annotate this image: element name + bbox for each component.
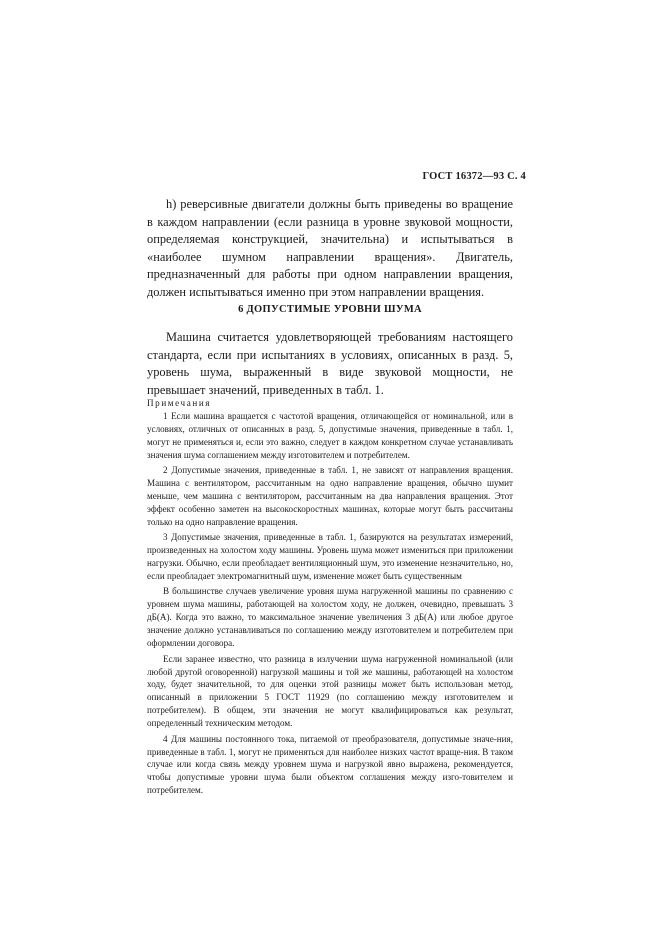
note-paragraph: 1 Если машина вращается с частотой вращения, отличающейся от номинальной, или в условиях, отличных от описанных в разд. 5, допустимые значения, приведенные в табл. 1, могут не применяться и, если это важно, следует в каждом конкретном случае устанавливать значения шума соглашением между изготовителем и потребителем. bbox=[147, 410, 513, 460]
notes-heading: Примечания bbox=[147, 398, 212, 408]
note-paragraph: В большинстве случаев увеличение уровня шума нагруженной машины по сравнению с уровнем шума машины, работающей на холостом ходу, не должен, очевидно, превышать 3 дБ(А). Когда это важно, то максимальное значение увеличения 3 дБ(А) или любое другое значение должно устанавливаться по соглашению между изготовителем и потребителем при оформлении договора. bbox=[147, 586, 513, 649]
page-header: ГОСТ 16372—93 С. 4 bbox=[422, 171, 526, 182]
notes-block bbox=[147, 397, 513, 800]
section-main-paragraph: Машина считается удовлетворяющей требованиям настоящего стандарта, если при испытаниях в условиях, описанных в разд. 5, уровень шума, выраженный в виде звуковой мощности, не превышает значений, приведенных в табл. 1. bbox=[147, 330, 513, 397]
section-title: 6 ДОПУСТИМЫЕ УРОВНИ ШУМА bbox=[238, 304, 422, 315]
note-paragraph: 3 Допустимые значения, приведенные в табл. 1, базируются на результатах измерений, произведенных на холостом ходу машины. Уровень шума может измениться при приложении нагрузки. Обычно, если преобладает вентиляционный шум, это изменение незначительно, но, если преобладает электромагнитный шум, изменение может быть существенным bbox=[147, 532, 513, 581]
intro-paragraph: h) реверсивные двигатели должны быть приведены во вращение в каждом направлении (если разница в уровне звуковой мощности, определяемая конструкцией, значительна) и испытываться в «наиболее шумном направлении вращения». Двигатель, предназначенный для работы при одном направлении вращения, должен испытываться именно при этом направлении вращения. bbox=[147, 197, 513, 299]
note-paragraph: 2 Допустимые значения, приведенные в табл. 1, не зависят от направления вращения. Машина с вентилятором, рассчитанным на одно направление вращения, обычно шумит меньше, чем машина с вентилятором, рассчитанным на два направления вращения. Этот эффект особенно заметен на высокоскоростных машинах, которые могут быть рассчитаны только на одно направление вращения. bbox=[147, 465, 513, 527]
note-paragraph: 4 Для машины постоянного тока, питаемой от преобразователя, допустимые значе-ния, приведенные в табл. 1, могут не применяться для наиболее низких частот враще-ния. В таком случае или когда связь между уровнем шума и нагрузкой явно выражена, рекомендуется, чтобы допустимые уровни шума были объектом соглашения между изго-товителем и потребителем. bbox=[147, 733, 513, 796]
note-paragraph: Если заранее известно, что разница в излучении шума нагруженной номинальной (или любой другой оговоренной) нагрузкой машины и той же машины, работающей на холостом ходу, будет значительной, то для оценки этой разницы может быть использован метод, описанный в приложении 5 ГОСТ 11929 (по соглашению между изготовителем и потребителем). В общем, эти значения не могут квалифицироваться как результат, определенный техническим методом. bbox=[147, 653, 513, 729]
